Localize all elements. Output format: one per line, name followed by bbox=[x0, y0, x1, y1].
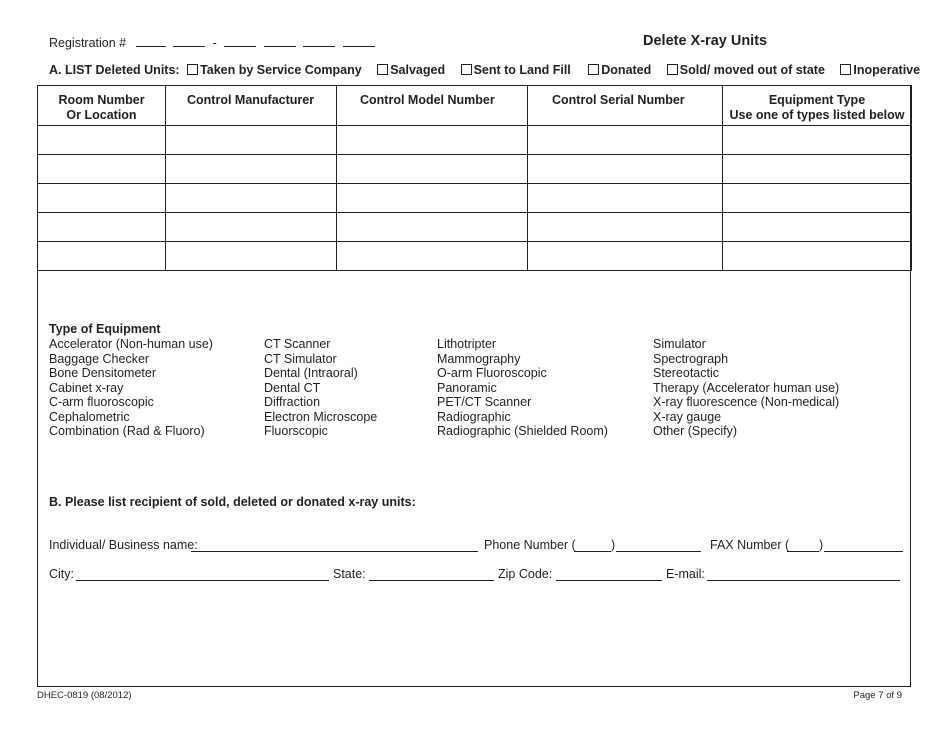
cell-manufacturer[interactable] bbox=[166, 126, 337, 155]
zip-code-field[interactable] bbox=[556, 580, 662, 581]
column-header-line: Control Model Number bbox=[360, 93, 495, 107]
equipment-type-item: Mammography bbox=[437, 351, 521, 366]
section-a-row bbox=[49, 63, 920, 77]
option-sent-to-land-fill[interactable] bbox=[461, 63, 571, 77]
phone-paren-close: ) bbox=[611, 538, 616, 552]
units-table bbox=[37, 85, 912, 271]
cell-serial[interactable] bbox=[528, 213, 723, 242]
fax-label: FAX Number ( bbox=[710, 538, 790, 552]
checkbox[interactable] bbox=[187, 64, 198, 75]
equipment-type-item: Radiographic bbox=[437, 409, 511, 424]
cell-serial[interactable] bbox=[528, 184, 723, 213]
option-label: Sold/ moved out of state bbox=[679, 63, 825, 77]
checkbox[interactable] bbox=[840, 64, 851, 75]
cell-equipment-type[interactable] bbox=[723, 242, 912, 271]
column-header-line: Or Location bbox=[66, 108, 137, 122]
column-header-room bbox=[38, 86, 166, 126]
column-header-line: Use one of types listed below bbox=[729, 108, 905, 122]
table-row bbox=[38, 126, 912, 155]
registration-field-2[interactable] bbox=[173, 35, 205, 47]
equipment-type-item: Other (Specify) bbox=[653, 424, 738, 438]
cell-manufacturer[interactable] bbox=[166, 242, 337, 271]
fax-paren-close: ) bbox=[819, 538, 824, 552]
cell-serial[interactable] bbox=[528, 242, 723, 271]
cell-equipment-type[interactable] bbox=[723, 213, 912, 242]
option-label: Salvaged bbox=[390, 63, 446, 77]
fax-area-code-field[interactable] bbox=[787, 551, 819, 552]
equipment-type-item: Lithotripter bbox=[437, 337, 497, 351]
cell-room[interactable] bbox=[38, 155, 166, 184]
registration-field-1[interactable] bbox=[136, 35, 166, 47]
cell-equipment-type[interactable] bbox=[723, 155, 912, 184]
cell-model[interactable] bbox=[337, 126, 528, 155]
equipment-type-item: Panoramic bbox=[437, 380, 497, 395]
email-label: E-mail: bbox=[666, 567, 705, 581]
state-field[interactable] bbox=[369, 580, 494, 581]
zip-code-label: Zip Code: bbox=[498, 567, 553, 581]
equipment-type-item: X-ray gauge bbox=[653, 409, 722, 424]
checkbox[interactable] bbox=[588, 64, 599, 75]
phone-label: Phone Number ( bbox=[484, 538, 576, 552]
checkbox[interactable] bbox=[667, 64, 678, 75]
option-label: Taken by Service Company bbox=[200, 63, 362, 77]
option-taken-by-service-company[interactable] bbox=[187, 63, 362, 77]
table-row bbox=[38, 184, 912, 213]
cell-serial[interactable] bbox=[528, 155, 723, 184]
equipment-type-item: C-arm fluoroscopic bbox=[49, 395, 154, 409]
column-header-serial bbox=[528, 86, 723, 126]
column-header-line: Room Number bbox=[58, 93, 145, 107]
equipment-type-item: PET/CT Scanner bbox=[437, 395, 532, 409]
cell-room[interactable] bbox=[38, 184, 166, 213]
state-label: State: bbox=[333, 567, 366, 581]
equipment-type-item: Cabinet x-ray bbox=[49, 380, 124, 395]
option-inoperative[interactable] bbox=[840, 63, 920, 77]
equipment-types-col-2 bbox=[264, 337, 377, 439]
fax-number-field[interactable] bbox=[824, 551, 903, 552]
option-label: Inoperative bbox=[853, 63, 921, 77]
table-row bbox=[38, 155, 912, 184]
registration-field-4[interactable] bbox=[264, 35, 296, 47]
registration-field-5[interactable] bbox=[303, 35, 335, 47]
individual-business-label: Individual/ Business name: bbox=[49, 538, 198, 552]
registration-label: Registration # bbox=[49, 36, 127, 50]
equipment-type-item: CT Scanner bbox=[264, 337, 331, 351]
registration-field-3[interactable] bbox=[224, 35, 256, 47]
cell-room[interactable] bbox=[38, 213, 166, 242]
equipment-type-item: Fluorscopic bbox=[264, 424, 328, 438]
cell-model[interactable] bbox=[337, 155, 528, 184]
form-title: Delete X-ray Units bbox=[643, 33, 768, 49]
equipment-type-item: O-arm Fluoroscopic bbox=[437, 366, 547, 380]
column-header-equipment-type bbox=[723, 86, 912, 126]
equipment-type-item: Accelerator (Non-human use) bbox=[49, 337, 213, 351]
cell-model[interactable] bbox=[337, 184, 528, 213]
equipment-type-item: Simulator bbox=[653, 337, 706, 351]
equipment-type-item: Radiographic (Shielded Room) bbox=[437, 424, 608, 438]
cell-equipment-type[interactable] bbox=[723, 184, 912, 213]
cell-serial[interactable] bbox=[528, 126, 723, 155]
cell-room[interactable] bbox=[38, 242, 166, 271]
equipment-types-heading: Type of Equipment bbox=[49, 322, 161, 336]
equipment-types-col-4 bbox=[653, 337, 839, 439]
equipment-type-item: Bone Densitometer bbox=[49, 366, 157, 380]
equipment-type-item: Dental (Intraoral) bbox=[264, 366, 358, 380]
city-field[interactable] bbox=[76, 580, 329, 581]
equipment-type-item: Stereotactic bbox=[653, 366, 720, 380]
phone-area-code-field[interactable] bbox=[574, 551, 611, 552]
equipment-type-item: Combination (Rad & Fluoro) bbox=[49, 424, 205, 438]
table-row bbox=[38, 242, 912, 271]
table-header-row bbox=[38, 86, 912, 126]
option-sold-moved-out-of-state[interactable] bbox=[667, 63, 825, 77]
option-label: Donated bbox=[601, 63, 652, 77]
column-header-model bbox=[337, 86, 528, 126]
cell-room[interactable] bbox=[38, 126, 166, 155]
column-header-line: Equipment Type bbox=[768, 93, 866, 107]
phone-number-field[interactable] bbox=[616, 551, 701, 552]
equipment-type-item: Spectrograph bbox=[653, 351, 729, 366]
registration-dash: - bbox=[212, 36, 217, 50]
checkbox[interactable] bbox=[377, 64, 388, 75]
section-b-label: B. Please list recipient of sold, deleted or donated x-ray units: bbox=[49, 495, 416, 509]
column-header-line: Control Serial Number bbox=[552, 93, 685, 107]
form-code: DHEC-0819 (08/2012) bbox=[37, 690, 132, 701]
column-header-manufacturer bbox=[166, 86, 337, 126]
equipment-type-item: Dental CT bbox=[264, 380, 321, 395]
equipment-types-col-3 bbox=[437, 337, 608, 439]
option-label: Sent to Land Fill bbox=[473, 63, 571, 77]
column-header-line: Control Manufacturer bbox=[187, 93, 315, 107]
cell-manufacturer[interactable] bbox=[166, 213, 337, 242]
registration-field-6[interactable] bbox=[343, 35, 375, 47]
equipment-type-item: Electron Microscope bbox=[264, 409, 378, 424]
equipment-type-item: CT Simulator bbox=[264, 351, 337, 366]
equipment-type-item: X-ray fluorescence (Non-medical) bbox=[653, 395, 840, 409]
cell-manufacturer[interactable] bbox=[166, 184, 337, 213]
email-field[interactable] bbox=[707, 580, 900, 581]
option-salvaged[interactable] bbox=[377, 63, 445, 77]
cell-model[interactable] bbox=[337, 213, 528, 242]
table-row bbox=[38, 213, 912, 242]
equipment-type-item: Diffraction bbox=[264, 395, 321, 409]
city-label: City: bbox=[49, 567, 74, 581]
equipment-types-col-1 bbox=[49, 337, 213, 439]
equipment-type-item: Therapy (Accelerator human use) bbox=[653, 380, 840, 395]
page-number: Page 7 of 9 bbox=[853, 690, 902, 701]
equipment-type-item: Baggage Checker bbox=[49, 351, 150, 366]
individual-business-field[interactable] bbox=[191, 551, 478, 552]
section-a-label: A. LIST Deleted Units: bbox=[49, 63, 180, 77]
checkbox[interactable] bbox=[461, 64, 472, 75]
cell-manufacturer[interactable] bbox=[166, 155, 337, 184]
registration-row bbox=[49, 35, 375, 50]
equipment-type-item: Cephalometric bbox=[49, 409, 130, 424]
option-donated[interactable] bbox=[588, 63, 651, 77]
cell-equipment-type[interactable] bbox=[723, 126, 912, 155]
cell-model[interactable] bbox=[337, 242, 528, 271]
